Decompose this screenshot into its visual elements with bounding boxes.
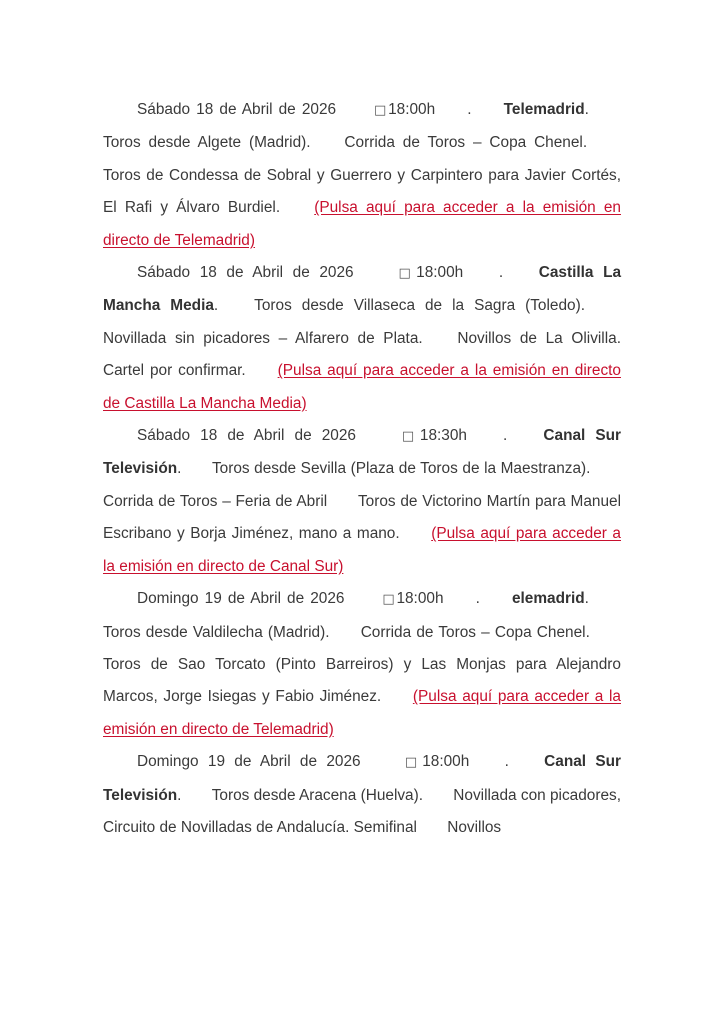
entry-date: 19 de Abril de 2026	[207, 753, 361, 771]
entry-cartel: Toros de Sao Torcato (Pinto Barreiros) y Las Monjas para Alejandro Marcos, Jorge Isiegas y Fabio Jiménez.	[103, 655, 621, 706]
entry-station: elemadrid	[511, 590, 585, 608]
entry-separator: .	[504, 753, 509, 771]
entry-station: Canal Sur Televisión	[103, 753, 622, 804]
entry-time: 18:00h	[422, 753, 470, 771]
entry-day: Domingo	[137, 753, 199, 771]
live-stream-link[interactable]: (Pulsa aquí para acceder a la emisión en directo de Canal Sur)	[103, 525, 621, 575]
entry-separator: .	[503, 427, 508, 445]
clock-icon: □	[372, 103, 389, 118]
clock-icon: □	[380, 592, 397, 608]
entry-event: Corrida de Toros – Copa Chenel.	[360, 623, 590, 641]
clock-icon: □	[396, 429, 420, 445]
entry-event: Corrida de Toros – Feria de Abril	[103, 492, 328, 510]
entry-location: Toros desde Sevilla (Plaza de Toros de la Maestranza).	[211, 460, 591, 478]
entry-station: Castilla La Mancha Media	[103, 264, 622, 315]
entry-cartel: Toros de Condessa de Sobral y Guerrero y Carpintero para Javier Cortés, El Rafi y Álvaro Burdiel.	[103, 166, 621, 217]
entry-time: 18:30h	[419, 427, 467, 445]
entry-day: Domingo	[137, 590, 199, 608]
live-stream-link[interactable]: (Pulsa aquí para acceder a la emisión en directo de Telemadrid)	[103, 688, 621, 738]
broadcast-entry: Sábado 18 de Abril de 2026 □18:30h . Canal Sur Televisión. Toros desde Sevilla (Plaza de Toros de la Maestranza). Corrida de Toros – Feria de Abril Toros de Victorino Martín para Manuel Escribano y Borja Jiménez, mano a mano. (Pulsa aquí para acceder a la emisión en directo de Canal Sur)	[103, 427, 622, 575]
entry-station: Telemadrid	[503, 101, 585, 118]
broadcast-entry: Domingo 19 de Abril de 2026 □18:00h . elemadrid. Toros desde Valdilecha (Madrid). Corrida de Toros – Copa Chenel. Toros de Sao Torcato (Pinto Barreiros) y Las Monjas para Alejandro Marcos, Jorge Isiegas y Fabio Jiménez. (Pulsa aquí para acceder a la emisión en directo de Telemadrid)	[103, 590, 621, 738]
broadcast-entry: Domingo 19 de Abril de 2026 □18:00h . Canal Sur Televisión. Toros desde Aracena (Huelva). Novillada con picadores, Circuito de Novilladas de Andalucía. Semifinal Novillos	[103, 753, 622, 836]
entry-event: Novillada sin picadores – Alfarero de Plata.	[103, 329, 423, 347]
entry-day: Sábado	[137, 101, 191, 118]
entry-location: Toros desde Aracena (Huelva).	[211, 786, 424, 804]
broadcast-entry: Sábado 18 de Abril de 2026 □18:00h . Castilla La Mancha Media. Toros desde Villaseca de la Sagra (Toledo). Novillada sin picadores – Alfarero de Plata. Novillos de La Olivilla. Cartel por confirmar. (Pulsa aquí para acceder a la emisión en directo de Castilla La Mancha Media)	[103, 264, 622, 412]
entry-time: 18:00h	[388, 101, 436, 118]
live-stream-link[interactable]: (Pulsa aquí para acceder a la emisión en directo de Castilla La Mancha Media)	[103, 362, 621, 412]
entry-separator: .	[475, 590, 480, 608]
entry-location: Toros desde Valdilecha (Madrid).	[103, 623, 330, 641]
entry-cartel: Toros de Victorino Martín para Manuel Escribano y Borja Jiménez, mano a mano.	[103, 492, 622, 543]
entry-day: Sábado	[137, 264, 191, 282]
document-page	[103, 94, 621, 844]
entry-date: 18 de Abril de 2026	[200, 427, 356, 445]
entry-date: 18 de Abril de 2026	[196, 101, 337, 118]
clock-icon: □	[399, 755, 423, 771]
entry-separator: .	[467, 101, 472, 118]
entry-cartel: Novillos	[447, 818, 502, 836]
live-stream-link[interactable]: (Pulsa aquí para acceder a la emisión en directo de Telemadrid)	[103, 199, 621, 249]
entry-time: 18:00h	[396, 590, 444, 608]
entry-time: 18:00h	[416, 264, 464, 282]
broadcast-entry: Sábado 18 de Abril de 2026 □18:00h . Telemadrid. Toros desde Algete (Madrid). Corrida de Toros – Copa Chenel. Toros de Condessa de Sobral y Guerrero y Carpintero para Javier Cortés, El Rafi y Álvaro Burdiel. (Pulsa aquí para acceder a la emisión en directo de Telemadrid)	[103, 101, 621, 249]
entry-date: 19 de Abril de 2026	[204, 590, 345, 608]
entry-separator: .	[498, 264, 504, 282]
entry-date: 18 de Abril de 2026	[199, 264, 354, 282]
entry-station: Canal Sur Televisión	[103, 427, 622, 478]
entry-location: Toros desde Algete (Madrid).	[103, 134, 311, 152]
entry-event: Novillada con picadores, Circuito de Novilladas de Andalucía. Semifinal	[103, 786, 621, 836]
entry-event: Corrida de Toros – Copa Chenel.	[344, 134, 588, 152]
entry-day: Sábado	[137, 427, 191, 445]
entry-cartel: Novillos de La Olivilla. Cartel por confirmar.	[103, 329, 621, 380]
entry-location: Toros desde Villaseca de la Sagra (Toledo).	[254, 297, 585, 315]
clock-icon: □	[393, 266, 417, 282]
